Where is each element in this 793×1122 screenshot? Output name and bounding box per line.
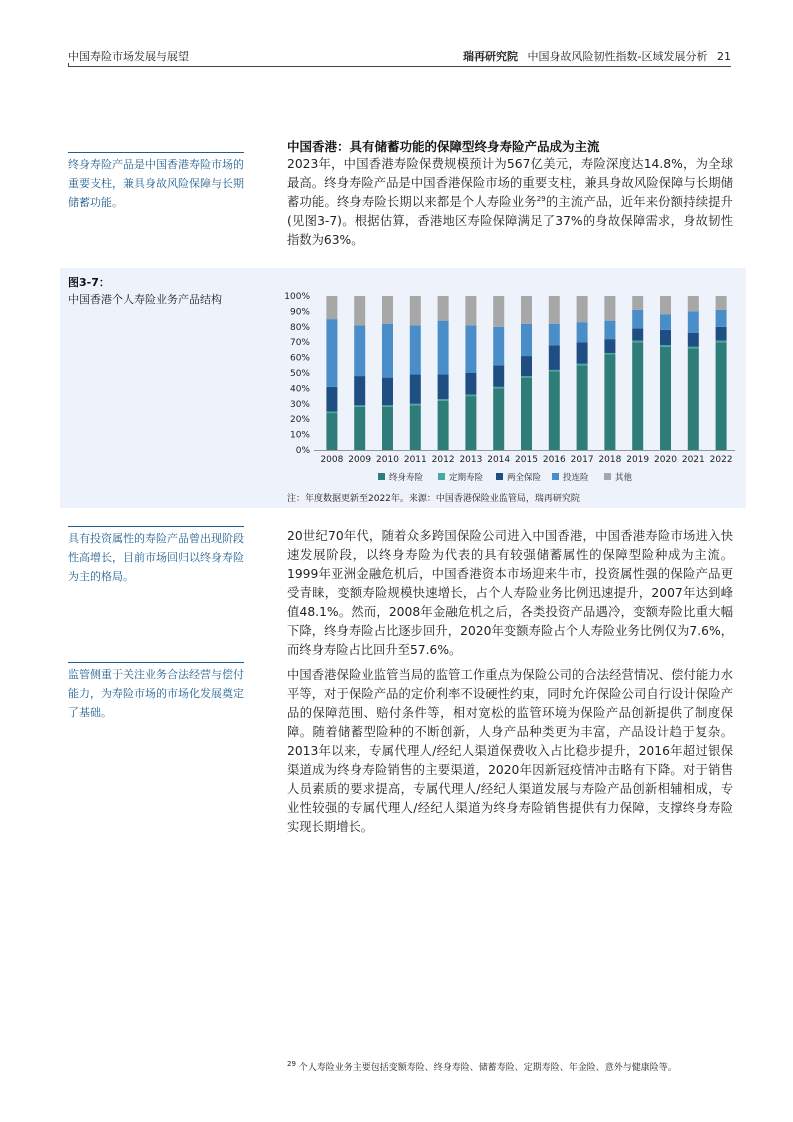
y-tick-label: 20% xyxy=(289,415,310,426)
bar-segment xyxy=(465,325,476,373)
paragraph-1 xyxy=(287,155,733,250)
running-header-right xyxy=(463,48,731,64)
bar-segment xyxy=(604,296,615,321)
bar-segment xyxy=(438,321,449,375)
bar-segment xyxy=(354,296,365,325)
legend-swatch xyxy=(438,473,445,480)
stacked-bar-chart xyxy=(280,288,740,493)
x-tick-label: 2017 xyxy=(570,455,594,465)
bar-segment xyxy=(438,296,449,321)
sidenote-2: 具有投资属性的寿险产品曾出现阶段性高增长，目前市场回归以终身寿险为主的格局。 xyxy=(68,532,244,583)
bar-segment xyxy=(326,296,337,319)
sidenote-3: 监管侧重于关注业务合法经营与偿付能力，为寿险市场的市场化发展奠定了基础。 xyxy=(68,668,244,719)
x-tick-label: 2014 xyxy=(487,455,511,465)
bar-segment xyxy=(688,333,699,347)
bar-segment xyxy=(521,296,532,324)
chapter-title: 中国身故风险韧性指数-区域发展分析 xyxy=(527,50,708,63)
bar-segment xyxy=(632,296,643,310)
y-tick-label: 70% xyxy=(289,338,310,349)
y-tick-label: 60% xyxy=(289,353,310,364)
bar-segment xyxy=(354,407,365,450)
bar-segment xyxy=(549,324,560,346)
bar-segment xyxy=(382,378,393,406)
header-rule-tick xyxy=(68,63,69,67)
sidenote-rule xyxy=(68,152,244,153)
bar-segment xyxy=(465,373,476,395)
bar-segment xyxy=(660,347,671,450)
sidenote-1: 终身寿险产品是中国香港寿险市场的重要支柱，兼具身故风险保障与长期储蓄功能。 xyxy=(68,158,244,209)
bar-segment xyxy=(521,356,532,376)
bar-segment xyxy=(632,328,643,340)
bar-segment xyxy=(493,365,504,387)
bar-segment xyxy=(604,353,615,355)
footnote-marker: 29 xyxy=(287,1060,296,1068)
paragraph-3: 中国香港保险业监管当局的监管工作重点为保险公司的合法经营情况、偿付能力水平等，对于保险产品的定价利率不设硬性约束，同时允许保险公司自行设计保险产品的保障范围、赔付条件等，相对宽松的监管环境为保险产品创新提供了制度保障。随着储蓄型险种的不断创新，人身产品种类更为丰富，产品设计趋于复杂。2013年以来，专属代理人/经纪人渠道保费收入占比稳步提升，2016年超过银保渠道成为终身寿险销售的主要渠道，2020年因新冠疫情冲击略有下降。对于销售人员素质的要求提高，专属代理人/经纪人渠道发展与寿险产品创新相辅相成，专业性较强的专属代理人/经纪人渠道为终身寿险销售提供有力保障，支撑终身寿险实现长期增长。 xyxy=(287,668,733,834)
x-tick-label: 2022 xyxy=(709,455,733,465)
bar-segment xyxy=(438,401,449,450)
bar-segment xyxy=(382,324,393,378)
bar-segment xyxy=(632,342,643,450)
legend-swatch xyxy=(552,473,559,480)
bar-segment xyxy=(382,296,393,324)
bar-segment xyxy=(716,296,727,310)
section-title: 中国香港：具有储蓄功能的保障型终身寿险产品成为主流 xyxy=(287,139,600,154)
legend-swatch xyxy=(604,473,611,480)
bar-segment xyxy=(410,404,421,406)
y-tick-label: 10% xyxy=(289,430,310,441)
footnote-ref: 29 xyxy=(536,194,546,203)
bar-segment xyxy=(382,407,393,450)
bar-segment xyxy=(493,388,504,450)
x-tick-label: 2018 xyxy=(598,455,622,465)
bar-segment xyxy=(549,370,560,372)
bar-segment xyxy=(465,395,476,397)
bar-segment xyxy=(604,321,615,339)
bar-segment xyxy=(493,387,504,389)
bar-segment xyxy=(410,405,421,450)
y-tick-label: 30% xyxy=(289,399,310,410)
bar-segment xyxy=(438,375,449,400)
paragraph-2: 20世纪70年代，随着众多跨国保险公司进入中国香港，中国香港寿险市场进入快速发展阶段，以终身寿险为代表的具有较强储蓄属性的保障型险种成为主流。1999年亚洲金融危机后，中国香港资本市场迎来牛市，投资属性强的保险产品更受青睐，变额寿险规模快速增长，占个人寿险业务比例迅速提升，2007年达到峰值48.1%。然而，2008年金融危机之后，各类投资产品遇冷，变额寿险比重大幅下降，终身寿险占比逐步回升，2020年变额寿险占个人寿险业务比例仅为7.6%，而终身寿险占比回升至57.6%。 xyxy=(287,529,733,657)
legend-swatch xyxy=(496,473,503,480)
bar-segment xyxy=(660,296,671,314)
legend-label: 其他 xyxy=(615,473,633,483)
bar-segment xyxy=(521,378,532,450)
bar-segment xyxy=(549,296,560,324)
bar-segment xyxy=(577,342,588,364)
y-tick-label: 80% xyxy=(289,322,310,333)
bar-segment xyxy=(688,348,699,450)
x-tick-label: 2009 xyxy=(348,455,372,465)
bar-segment xyxy=(410,325,421,374)
page-number: 21 xyxy=(717,50,731,63)
bar-segment xyxy=(716,310,727,327)
figure-label: 图3-7： xyxy=(68,276,110,289)
header-rule xyxy=(68,66,731,67)
bar-segment xyxy=(410,296,421,325)
footnote-text: 个人寿险业务主要包括变额寿险、终身寿险、储蓄寿险、定期寿险、年金险、意外与健康险等。 xyxy=(298,1063,677,1073)
bar-segment xyxy=(549,345,560,370)
y-tick-label: 100% xyxy=(284,292,310,302)
brand-name: 瑞再研究院 xyxy=(463,50,519,63)
x-tick-label: 2008 xyxy=(320,455,344,465)
bar-segment xyxy=(354,325,365,376)
sidenote-rule xyxy=(68,526,244,527)
bar-segment xyxy=(660,330,671,345)
bar-segment xyxy=(688,311,699,333)
figure-title: 中国香港个人寿险业务产品结构 xyxy=(68,293,222,306)
legend-label: 两全保险 xyxy=(507,473,542,483)
x-tick-label: 2016 xyxy=(542,455,566,465)
x-tick-label: 2020 xyxy=(654,455,677,465)
paragraph-1-part-b: 的主流产品，近年来份额持续提升(见图3-7)。根据估算，香港地区寿险保障满足了37%的身故保障需求，身故韧性指数为63%。 xyxy=(287,195,733,247)
x-tick-label: 2015 xyxy=(515,455,538,465)
bar-segment xyxy=(382,405,393,407)
bar-segment xyxy=(632,341,643,343)
bar-segment xyxy=(326,412,337,414)
bar-segment xyxy=(577,322,588,342)
bar-segment xyxy=(660,314,671,329)
bar-segment xyxy=(688,347,699,349)
bar-segment xyxy=(354,405,365,407)
y-tick-label: 50% xyxy=(289,369,310,379)
legend-label: 定期寿险 xyxy=(449,473,484,483)
bar-segment xyxy=(354,376,365,405)
bar-segment xyxy=(465,296,476,325)
y-tick-label: 90% xyxy=(289,307,310,318)
bar-segment xyxy=(465,396,476,450)
legend-label: 终身寿险 xyxy=(389,473,424,483)
figure-note: 注：年度数据更新至2022年。来源：中国香港保险业监管局，瑞再研究院 xyxy=(287,494,580,504)
running-header-title: 中国寿险市场发展与展望 xyxy=(68,50,189,63)
bar-segment xyxy=(716,327,727,341)
bar-segment xyxy=(493,327,504,366)
bar-segment xyxy=(604,339,615,353)
x-tick-label: 2012 xyxy=(431,455,455,465)
y-tick-label: 40% xyxy=(289,384,310,395)
bar-segment xyxy=(521,376,532,378)
bar-segment xyxy=(326,413,337,450)
bar-segment xyxy=(326,387,337,412)
sidenote-rule xyxy=(68,662,244,663)
bar-segment xyxy=(716,342,727,450)
bar-segment xyxy=(660,345,671,347)
bar-segment xyxy=(493,296,504,327)
bar-segment xyxy=(326,319,337,387)
bar-segment xyxy=(521,324,532,356)
bar-segment xyxy=(438,399,449,401)
y-tick-label: 0% xyxy=(295,446,310,456)
paragraph-1-part-a: 2023年，中国香港寿险保费规模预计为567亿美元，寿险深度达14.8%，为全球最高。终身寿险产品是中国香港保险市场的重要支柱，兼具身故风险保障与长期储蓄功能。终身寿险长期以来都是个人寿险业务 xyxy=(287,157,733,209)
footnote xyxy=(287,1060,677,1073)
x-tick-label: 2010 xyxy=(376,455,399,465)
legend-swatch xyxy=(378,473,385,480)
bar-segment xyxy=(604,355,615,450)
x-tick-label: 2011 xyxy=(403,455,427,465)
bar-segment xyxy=(577,364,588,366)
x-tick-label: 2013 xyxy=(459,455,483,465)
bar-segment xyxy=(577,365,588,450)
x-tick-label: 2021 xyxy=(681,455,705,465)
bar-segment xyxy=(688,296,699,311)
legend-label: 投连险 xyxy=(563,473,589,483)
bar-segment xyxy=(577,296,588,322)
bar-segment xyxy=(410,375,421,404)
bar-segment xyxy=(716,341,727,343)
x-tick-label: 2019 xyxy=(626,455,650,465)
bar-segment xyxy=(632,310,643,328)
bar-segment xyxy=(549,371,560,450)
